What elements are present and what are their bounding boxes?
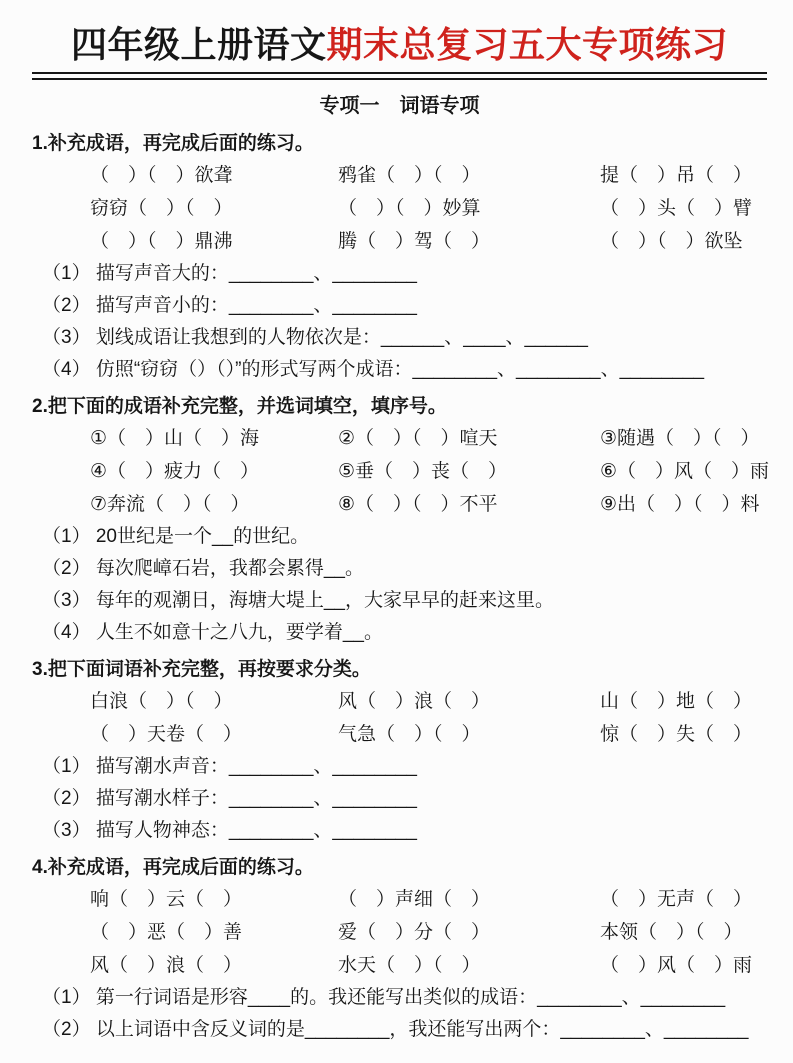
question-line: （1） 第一行词语是形容____的。我还能写出类似的成语：________、________ — [42, 987, 726, 1008]
title-part-red: 期末总复习五大专项练习 — [326, 24, 729, 65]
section-4-idiom-grid — [32, 883, 767, 982]
idiom-blank: ⑦奔流（ ）（ ） — [90, 494, 250, 515]
section-1-heading: 1.补充成语，再完成后面的练习。 — [32, 133, 314, 154]
idiom-blank: ⑧（ ）（ ）不平 — [338, 494, 498, 515]
question-line: （4） 仿照“窃窃（）（）”的形式写两个成语：________、________、________ — [42, 359, 705, 380]
idiom-blank: 腾（ ）驾（ ） — [338, 231, 491, 252]
section-3-idiom-grid — [32, 685, 767, 751]
idiom-blank: 气急（ ）（ ） — [338, 724, 481, 745]
question-line: （1） 20世纪是一个__的世纪。 — [42, 526, 310, 547]
idiom-blank: （ ）（ ）鼎沸 — [90, 231, 233, 252]
title-part-black: 四年级上册语文 — [70, 24, 327, 65]
title-divider — [32, 72, 767, 80]
idiom-blank: 响（ ）云（ ） — [90, 889, 243, 910]
idiom-blank: ⑤垂（ ）丧（ ） — [338, 461, 508, 482]
idiom-blank: ⑥（ ）风（ ）雨 — [600, 461, 770, 482]
question-line: （3） 描写人物神态：________、________ — [42, 820, 417, 841]
question-line: （3） 每年的观潮日，海塘大堤上__，大家早早的赶来这里。 — [42, 590, 554, 611]
question-line: （2） 以上词语中含反义词的是________，我还能写出两个：________、________ — [42, 1019, 749, 1040]
idiom-blank: （ ）头（ ）臂 — [600, 198, 753, 219]
question-line: （3） 划线成语让我想到的人物依次是：______、____、______ — [42, 327, 588, 348]
section-1-idiom-grid — [32, 159, 767, 258]
idiom-blank: 窃窃（ ）（ ） — [90, 198, 233, 219]
question-line: （1） 描写潮水声音：________、________ — [42, 756, 417, 777]
idiom-blank: （ ）声细（ ） — [338, 889, 491, 910]
section-4-heading: 4.补充成语，再完成后面的练习。 — [32, 857, 314, 878]
section-4 — [32, 852, 767, 1046]
idiom-blank: 白浪（ ）（ ） — [90, 691, 233, 712]
section-2-idiom-grid — [32, 422, 770, 521]
idiom-blank: 提（ ）吊（ ） — [600, 165, 753, 186]
idiom-blank: 风（ ）浪（ ） — [338, 691, 491, 712]
idiom-blank: ④（ ）疲力（ ） — [90, 461, 260, 482]
section-2 — [32, 391, 770, 649]
page-title — [32, 22, 767, 67]
question-line: （2） 每次爬嶂石岩，我都会累得__。 — [42, 558, 364, 579]
idiom-blank: ⑨出（ ）（ ）料 — [600, 494, 760, 515]
question-line: （1） 描写声音大的：________、________ — [42, 263, 417, 284]
worksheet-subtitle: 专项一 词语专项 — [319, 95, 480, 117]
idiom-blank: 水天（ ）（ ） — [338, 955, 481, 976]
idiom-blank: （ ）风（ ）雨 — [600, 955, 753, 976]
idiom-blank: （ ）（ ）欲聋 — [90, 165, 233, 186]
idiom-blank: 鸦雀（ ）（ ） — [338, 165, 481, 186]
idiom-blank: 风（ ）浪（ ） — [90, 955, 243, 976]
idiom-blank: （ ）天卷（ ） — [90, 724, 243, 745]
idiom-blank: ①（ ）山（ ）海 — [90, 428, 260, 449]
section-2-heading: 2.把下面的成语补充完整，并选词填空，填序号。 — [32, 396, 447, 417]
idiom-blank: （ ）（ ）欲坠 — [600, 231, 743, 252]
idiom-blank: （ ）无声（ ） — [600, 889, 753, 910]
section-3-heading: 3.把下面词语补充完整，再按要求分类。 — [32, 659, 371, 680]
idiom-blank: 山（ ）地（ ） — [600, 691, 753, 712]
section-1 — [32, 128, 767, 386]
question-line: （2） 描写潮水样子：________、________ — [42, 788, 417, 809]
question-line: （4） 人生不如意十之八九，要学着__。 — [42, 622, 383, 643]
idiom-blank: 爱（ ）分（ ） — [338, 922, 491, 943]
idiom-blank: （ ）恶（ ）善 — [90, 922, 243, 943]
idiom-blank: 惊（ ）失（ ） — [600, 724, 753, 745]
question-line: （2） 描写声音小的：________、________ — [42, 295, 417, 316]
section-3 — [32, 654, 767, 847]
idiom-blank: ②（ ）（ ）喧天 — [338, 428, 498, 449]
idiom-blank: （ ）（ ）妙算 — [338, 198, 481, 219]
idiom-blank: 本领（ ）（ ） — [600, 922, 743, 943]
idiom-blank: ③随遇（ ）（ ） — [600, 428, 760, 449]
